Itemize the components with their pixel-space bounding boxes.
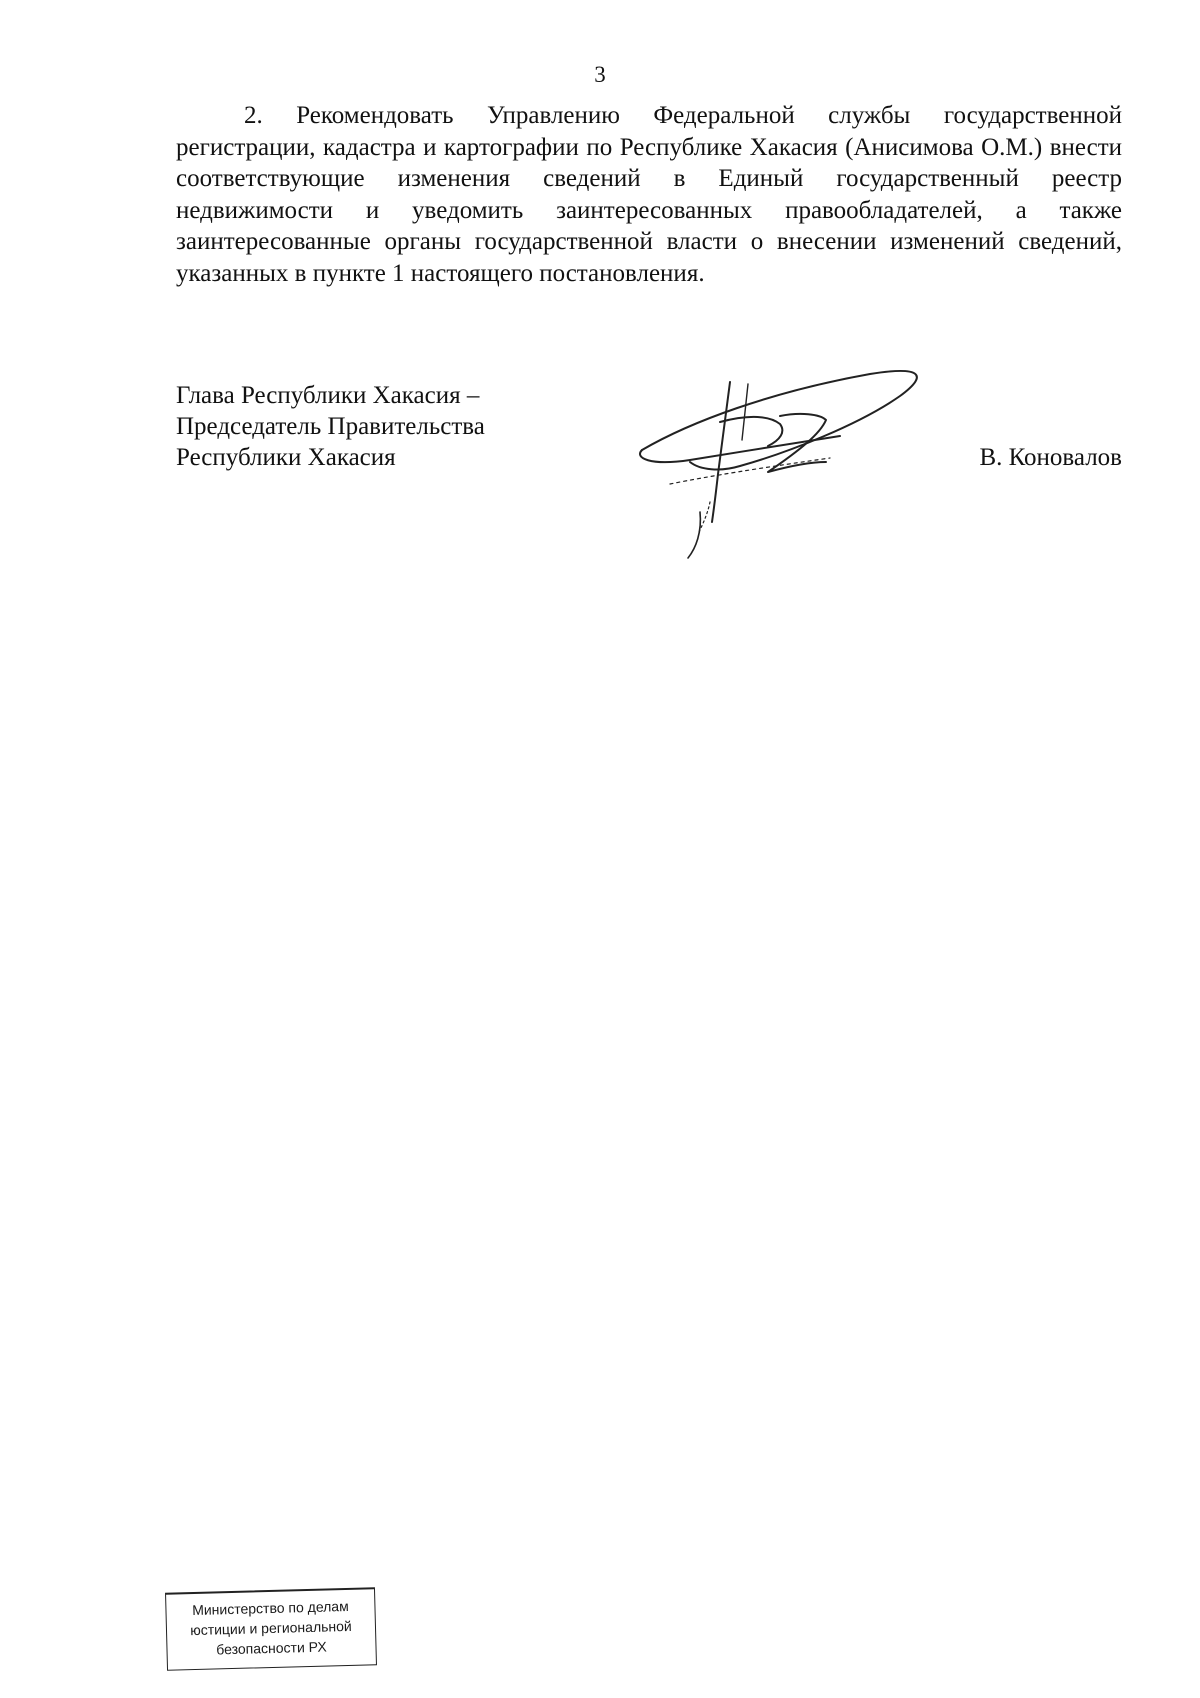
signatory-name: В. Коновалов	[979, 444, 1122, 471]
page-number: 3	[594, 62, 606, 87]
stamp-line-1: Министерство по делам	[191, 1597, 349, 1619]
stamp-line-2: юстиции и региональной	[189, 1617, 352, 1639]
registration-stamp	[165, 1587, 377, 1670]
body-paragraph: 2. Рекомендовать Управлению Федеральной службы государственной регистрации, кадастра и картографии по Республике Хакасия (Анисимова О.М.) внести соответствующие изменения сведений в Единый государственный реестр недвижимости и уведомить заинтересованных правообладателей, а также заинтересованные органы государственной власти о внесении изменений сведений, указанных в пункте 1 настоящего постановления.	[176, 102, 1122, 287]
signatory-title-line-3: Республики Хакасия	[176, 444, 396, 471]
signatory-title	[176, 380, 596, 473]
stamp-line-3: безопасности РХ	[216, 1638, 327, 1658]
signatory-title-line-1: Глава Республики Хакасия –	[176, 382, 480, 409]
handwritten-signature-icon	[630, 362, 940, 562]
signatory-title-line-2: Председатель Правительства	[176, 413, 485, 440]
